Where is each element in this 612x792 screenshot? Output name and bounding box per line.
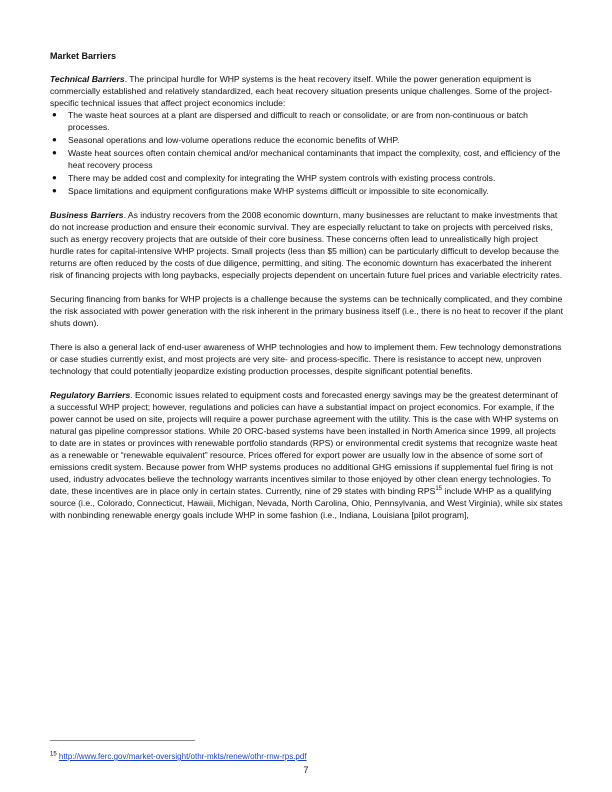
list-item	[50, 147, 564, 171]
financing-paragraph: Securing financing from banks for WHP projects is a challenge because the systems can be technically complicated, and they combine the risk associated with power generation with the risk inherent in the primary business itself (i.e., there is no heat to recover if the plant shuts down).	[50, 294, 564, 328]
list-item-text: The waste heat sources at a plant are dispersed and difficult to reach or consolidate, or are from non-continuous or batch processes.	[68, 110, 528, 132]
page-number: 7	[303, 765, 309, 775]
list-item	[50, 172, 564, 184]
list-item-text: There may be added cost and complexity for integrating the WHP system controls with existing process controls.	[68, 173, 496, 183]
list-item-text: Space limitations and equipment configurations make WHP systems difficult or impossible to site economically.	[68, 186, 489, 196]
bullet-icon: ●	[52, 173, 57, 182]
bullet-icon: ●	[52, 148, 57, 157]
bullet-icon: ●	[52, 186, 57, 195]
footnote-divider	[50, 740, 195, 741]
footnote-reference[interactable]: 15	[435, 486, 443, 493]
technical-barriers-paragraph	[50, 73, 564, 109]
footnote	[50, 752, 307, 762]
bullet-icon: ●	[52, 110, 57, 119]
footnote-number: 15	[50, 751, 57, 758]
footnote-link[interactable]: http://www.ferc.gov/market-oversight/othr-mkts/renew/othr-rnw-rps.pdf	[58, 752, 307, 761]
regulatory-barriers-lead: Regulatory Barriers	[50, 390, 131, 400]
business-barriers-text: . As industry recovers from the 2008 economic downturn, many businesses are reluctant to make investments that do not increase production and ensure their economic survival. They are especially reluctant to take on projects with perceived risks, such as energy recovery projects that are outside of their core business. These concerns often lead to unrealistically high project hurdle rates for capital-intensive WHP projects. Small projects (less than $5 million) can be particularly difficult to develop because the returns are often reduced by the costs of due diligence, permitting, and siting. The economic downturn has exacerbated the inherent risk of financing projects with long paybacks, especially projects dependent on uncertain future fuel prices and variable electricity rates.	[50, 210, 563, 280]
regulatory-barriers-paragraph	[50, 389, 564, 521]
regulatory-barriers-text-continued: include WHP as a qualifying source (i.e., Colorado, Connecticut, Hawaii, Michigan, Nevada, North Carolina, Ohio, Pennsylvania, and West Virginia), while six states with nonbinding renewable energy goals include WHP in some fashion (i.e., Indiana, Louisiana [pilot program],	[50, 486, 563, 520]
regulatory-barriers-text: . Economic issues related to equipment costs and forecasted energy savings may be the greatest determinant of a successful WHP project; however, regulations and policies can have a substantial impact on project economics. For example, if the power cannot be used on site, projects will require a power purchase agreement with the utility. This is the case with WHP systems on natural gas pipeline compressor stations. While 20 ORC-based systems have been installed in North America since 1999, all projects to date are in states or provinces with renewable portfolio standards (RPS) or environmental credit systems that recognize waste heat as a renewable or “renewable equivalent” resource. Prices offered for export power are usually low in the absence of some sort of emissions credit system. Because power from WHP systems produces no additional GHG emissions if supplemental fuel firing is not used, industry advocates believe the technology warrants incentives similar to those enjoyed by other clean energy technologies. To date, these incentives are in place only in certain states. Currently, nine of 29 states with binding RPS	[50, 390, 559, 496]
list-item	[50, 109, 564, 133]
awareness-paragraph: There is also a general lack of end-user awareness of WHP technologies and how to implement them. Few technology demonstrations or case studies currently exist, and most projects are very site- and process-specific. There is resistance to accept new, unproven technology that could potentially jeopardize existing production processes, despite significant potential benefits.	[50, 342, 562, 376]
list-item	[50, 134, 564, 146]
technical-barriers-lead: Technical Barriers	[50, 74, 125, 84]
list-item	[50, 185, 564, 197]
page-content	[50, 50, 564, 533]
business-barriers-paragraph	[50, 209, 564, 281]
list-item-text: Seasonal operations and low-volume operations reduce the economic benefits of WHP.	[68, 135, 400, 145]
list-item-text: Waste heat sources often contain chemical and/or mechanical contaminants that impact the complexity, cost, and efficiency of the heat recovery process	[68, 148, 561, 170]
business-barriers-lead: Business Barriers	[50, 210, 124, 220]
bullet-icon: ●	[52, 135, 57, 144]
technical-barriers-text: . The principal hurdle for WHP systems is the heat recovery itself. While the power generation equipment is commercially established and relatively standardized, each heat recovery situation presents unique challenges. Some of the project-specific technical issues that affect project economics include:	[50, 74, 553, 108]
section-title: Market Barriers	[50, 51, 117, 61]
technical-barriers-list	[50, 109, 564, 197]
